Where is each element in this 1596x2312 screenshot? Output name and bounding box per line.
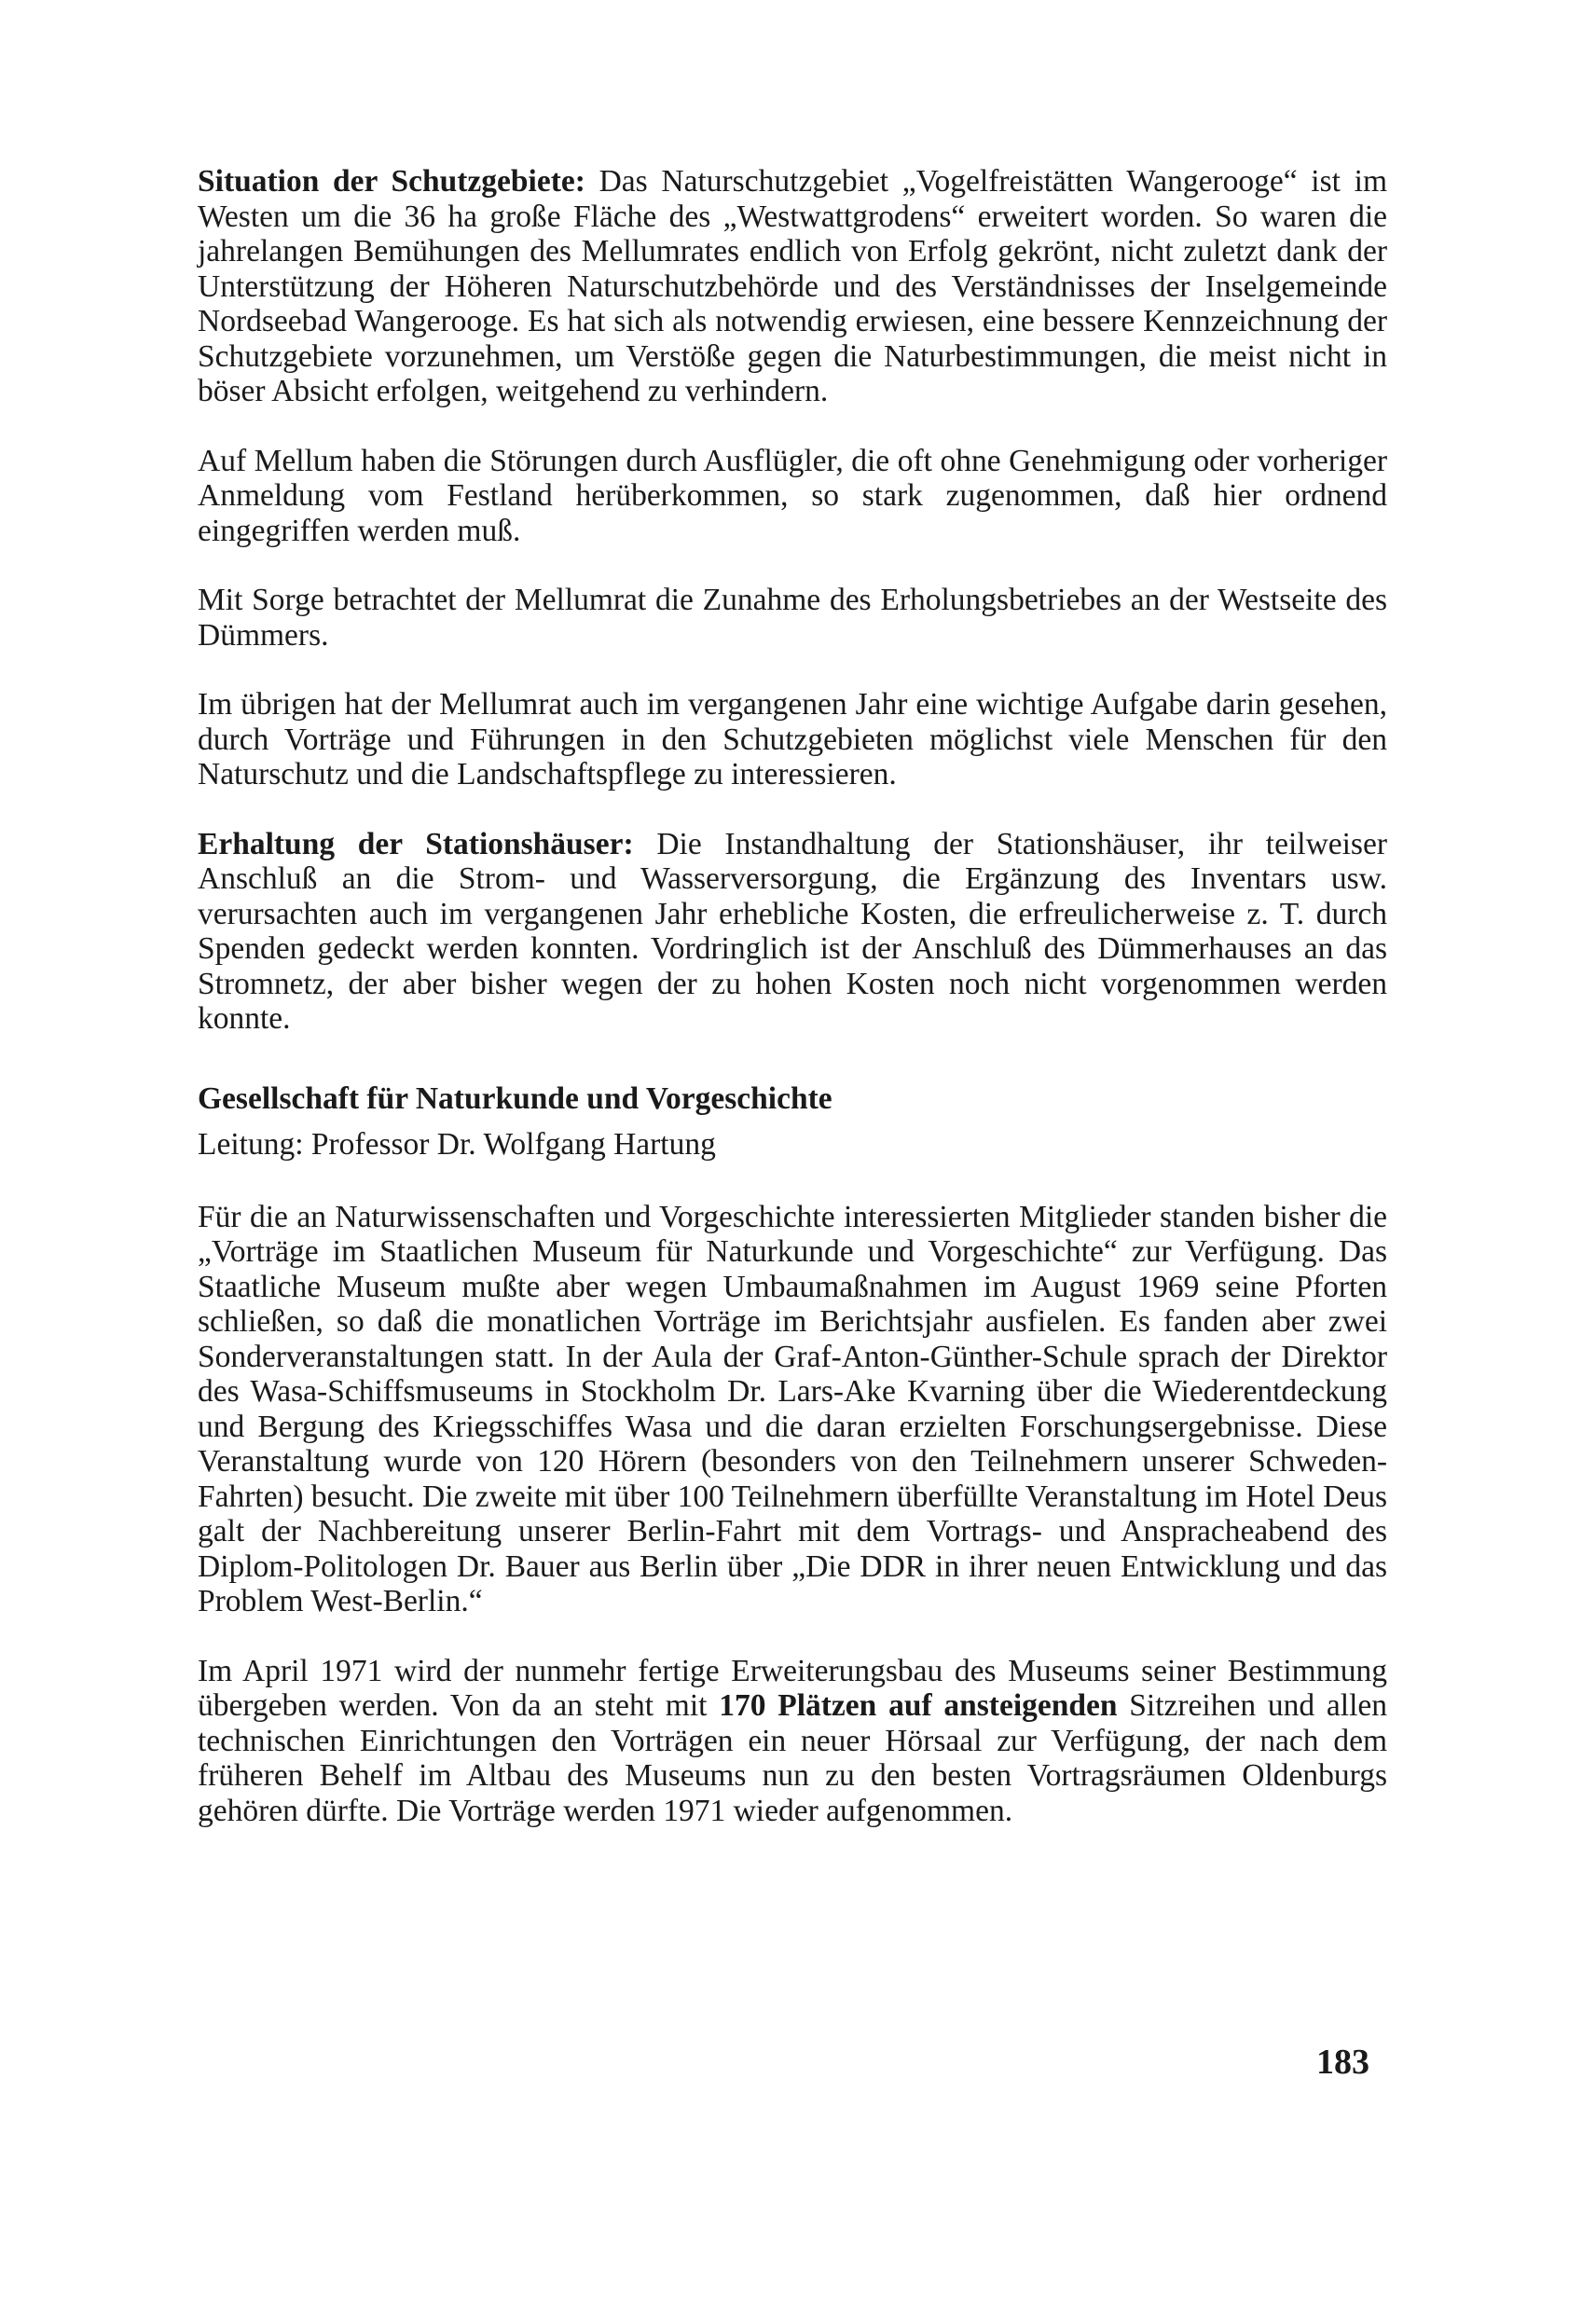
paragraph-duemmer: Mit Sorge betrachtet der Mellumrat die Zunahme des Erholungsbetriebes an der Westseite des Dümmers. [198,583,1387,653]
paragraph-emphasis: 170 Plätzen auf ansteigenden [719,1688,1118,1723]
page-body [198,164,1387,1828]
paragraph-text: Im April 1971 wird der nunmehr fertige Erweiterungsbau des Museums seiner Bestimmung übergeben werden. Von da an steht mit [198,1653,1387,1723]
paragraph-text: Die Instandhaltung der Stationshäuser, ihr teilweiser Anschluß an die Strom- und Wasserversorgung, die Ergänzung des Inventars usw. verursachten auch im vergangenen Jahr erhebliche Kosten, die erfreulicherweise z. T. durch Spenden gedeckt werden konnten. Vordringlich ist der Anschluß des Dümmerhauses an das Stromnetz, der aber bisher wegen der zu hohen Kosten noch nicht vorgenommen werden konnte. [198,826,1387,1036]
paragraph-lead: Erhaltung der Stationshäuser: [198,826,634,861]
section-title: Gesellschaft für Naturkunde und Vorgeschichte [198,1080,832,1116]
page-number: 183 [1316,2043,1369,2082]
paragraph-vortraege: Für die an Naturwissenschaften und Vorgeschichte interessierten Mitglieder standen bisher die „Vorträge im Staatlichen Museum für Naturkunde und Vorgeschichte“ zur Verfügung. Das Staatliche Museum mußte aber wegen Umbaumaßnahmen im August 1969 seine Pforten schließen, so daß die monatlichen Vorträge im Berichtsjahr ausfielen. Es fanden aber zwei Sonderveranstaltungen statt. In der Aula der Graf-Anton-Günther-Schule sprach der Direktor des Wasa-Schiffsmuseums in Stockholm Dr. Lars-Ake Kvarning über die Wiederentdeckung und Bergung des Kriegsschiffes Wasa und die daran erzielten Forschungsergebnisse. Diese Veranstaltung wurde von 120 Hörern (besonders von den Teilnehmern unserer Schweden-Fahrten) besucht. Die zweite mit über 100 Teilnehmern überfüllte Veranstaltung im Hotel Deus galt der Nachbereitung unserer Berlin-Fahrt mit dem Vortrags- und Anspracheabend des Diplom-Politologen Dr. Bauer aus Berlin über „Die DDR in ihrer neuen Entwicklung und das Problem West-Berlin.“ [198,1199,1387,1618]
section-spacer [198,1163,1387,1200]
paragraph-april [198,1654,1387,1829]
paragraph-uebrigen: Im übrigen hat der Mellumrat auch im vergangenen Jahr eine wichtige Aufgabe darin gesehen, durch Vorträge und Führungen in den Schutzgebieten möglichst viele Menschen für den Naturschutz und die Landschaftspflege zu interessieren. [198,687,1387,791]
paragraph-lead: Situation der Schutzgebiete: [198,164,585,199]
paragraph-text: Sitzreihen und allen technischen Einrichtungen den Vorträgen ein neuer Hörsaal zur Verfügung, der nach dem früheren Behelf im Altbau des Museums nun zu den besten Vortragsräumen Oldenburgs gehören dürfte. Die Vorträge werden 1971 wieder aufgenommen. [198,1688,1387,1828]
paragraph-stationshaeuser [198,827,1387,1037]
paragraph-text: Das Naturschutzgebiet „Vogelfreistätten Wangerooge“ ist im Westen um die 36 ha große Fläche des „Westwattgrodens“ erweitert worden. So waren die jahrelangen Bemühungen des Mellumrates endlich von Erfolg gekrönt, nicht zuletzt dank der Unterstützung der Höheren Naturschutzbehörde und des Verständnisses der Inselgemeinde Nordseebad Wangerooge. Es hat sich als notwendig erwiesen, eine bessere Kennzeichnung der Schutzgebiete vorzunehmen, um Verstöße gegen die Naturbestimmungen, die meist nicht in böser Absicht erfolgen, weitgehend zu verhindern. [198,164,1387,408]
paragraph-schutzgebiete [198,164,1387,409]
section-spacer [198,1037,1387,1081]
paragraph-mellum: Auf Mellum haben die Störungen durch Ausflügler, die oft ohne Genehmigung oder vorheriger Anmeldung vom Festland herüberkommen, so stark zugenommen, daß hier ordnend eingegriffen werden muß. [198,443,1387,548]
section-leitung: Leitung: Professor Dr. Wolfgang Hartung [198,1127,716,1162]
